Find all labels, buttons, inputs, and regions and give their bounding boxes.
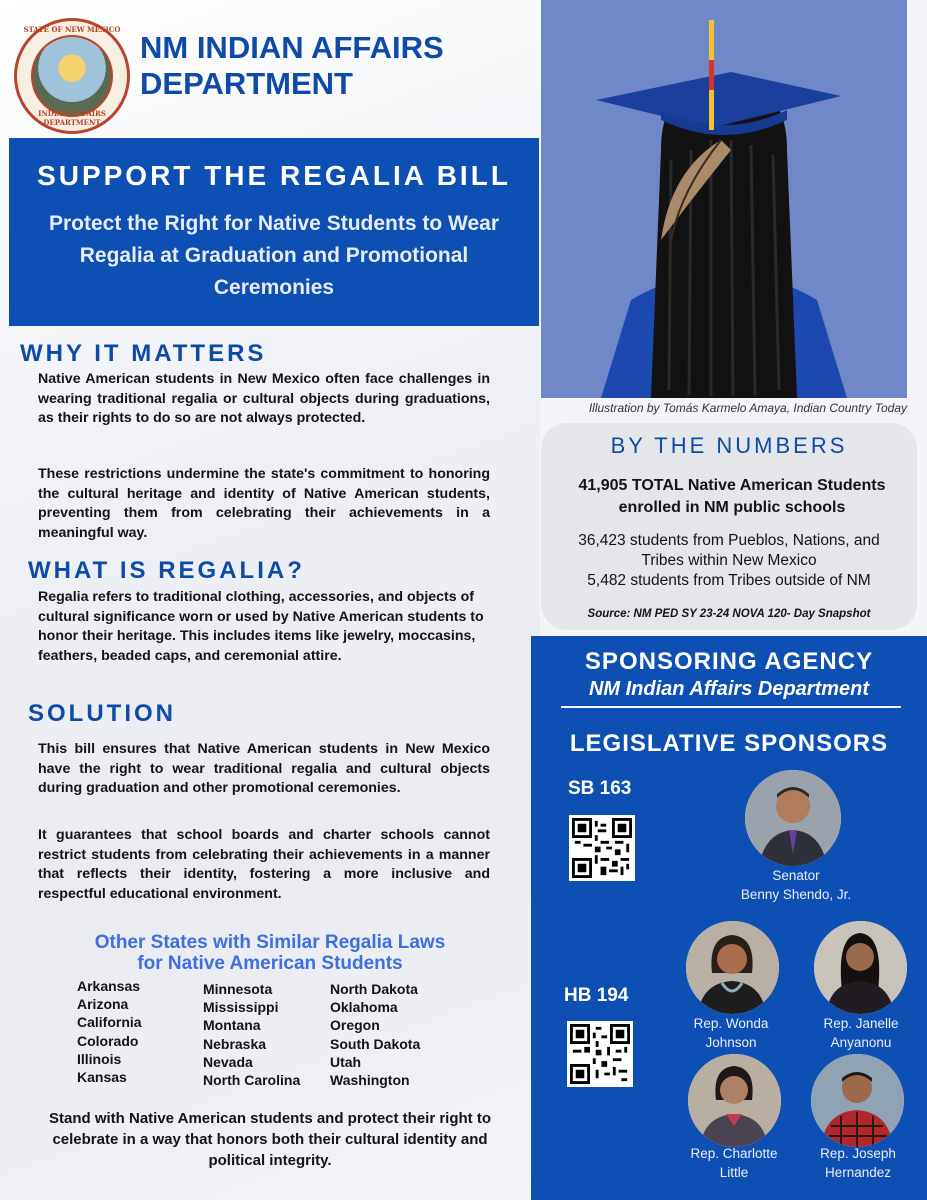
breakdown-line3: 5,482 students from Tribes outside of NM — [587, 572, 871, 589]
portrait-icon — [814, 921, 907, 1014]
state-item: Colorado — [77, 1032, 139, 1049]
department-title — [140, 30, 500, 102]
department-seal-logo — [14, 18, 130, 134]
portrait-icon — [686, 921, 779, 1014]
qr-code-icon — [572, 818, 632, 878]
state-item: California — [77, 1014, 142, 1031]
rep-little-name — [669, 1144, 799, 1182]
other-states-title — [40, 932, 500, 974]
state-item: Montana — [203, 1017, 261, 1034]
hb-194-qr-code[interactable] — [567, 1021, 633, 1087]
states-list-column-1 — [77, 977, 142, 1086]
sponsoring-agency-name: NM Indian Affairs Department — [588, 678, 870, 700]
senator-title: Senator — [772, 868, 820, 883]
state-item: Minnesota — [203, 981, 273, 997]
legislative-sponsors-heading: LEGISLATIVE SPONSORS — [569, 730, 889, 757]
total-students-stat — [553, 475, 911, 519]
why-it-matters-heading: WHY IT MATTERS — [20, 340, 267, 367]
sponsors-panel — [531, 636, 927, 1200]
state-item: Arizona — [77, 996, 129, 1013]
why-it-matters-paragraph-2: These restrictions undermine the state's commitment to honoring the cultural heritage and identity of Native American students, preventing them from celebrating their achievements in a meaningful way. — [38, 466, 490, 541]
state-item: Utah — [330, 1053, 362, 1070]
total-students-line1: 41,905 TOTAL Native American Students — [578, 477, 886, 494]
divider — [561, 706, 901, 708]
seal-emblem — [31, 35, 113, 117]
portrait-icon — [745, 770, 841, 866]
by-the-numbers-box — [541, 423, 917, 630]
state-item: North Dakota — [330, 981, 418, 997]
state-item: Arkansas — [77, 978, 141, 994]
state-item: South Dakota — [330, 1035, 421, 1052]
states-list-column-3 — [330, 980, 420, 1089]
rep-anyanonu-photo — [814, 921, 907, 1014]
rep-little-photo — [688, 1054, 781, 1147]
seal-ring-text-bottom: INDIAN AFFAIRS DEPARTMENT — [38, 109, 106, 127]
seal-ring-text-top: STATE OF NEW MEXICO — [23, 25, 121, 34]
data-source: Source: NM PED SY 23-24 NOVA 120- Day Snapshot — [587, 608, 871, 620]
rep-little-name-line1: Rep. Charlotte — [690, 1146, 778, 1161]
department-title-line1: NM INDIAN AFFAIRS — [140, 30, 444, 65]
rep-johnson-name — [671, 1014, 791, 1052]
state-item: Nebraska — [203, 1035, 267, 1052]
other-states-title-line1: Other States with Similar Regalia Laws — [94, 932, 446, 953]
sponsoring-agency-heading: SPONSORING AGENCY — [584, 648, 874, 675]
graduate-illustration-image — [541, 0, 907, 398]
hb-194-label: HB 194 — [564, 985, 629, 1006]
breakdown-line1: 36,423 students from Pueblos, Nations, and — [578, 532, 880, 549]
banner-title: SUPPORT THE REGALIA BILL — [37, 160, 511, 191]
rep-anyanonu-name-line2: Anyanonu — [830, 1035, 892, 1050]
senator-name: Benny Shendo, Jr. — [740, 887, 852, 902]
solution-paragraph-1: This bill ensures that Native American students in New Mexico have the right to wear traditional regalia and cultural objects during graduation and other promotional ceremonies. — [38, 741, 490, 796]
solution-heading: SOLUTION — [28, 700, 176, 727]
department-title-line2: DEPARTMENT — [140, 66, 353, 101]
rep-johnson-name-line1: Rep. Wonda — [693, 1016, 769, 1031]
what-is-regalia-paragraph: Regalia refers to traditional clothing, accessories, and objects of cultural significance worn or used by Native American students to honor their heritage. This includes items like jewelry, moccasins, feathers, beaded caps, and ceremonial attire. — [38, 589, 484, 664]
rep-johnson-photo — [686, 921, 779, 1014]
rep-anyanonu-name — [801, 1014, 921, 1052]
what-is-regalia-heading: WHAT IS REGALIA? — [28, 557, 305, 584]
banner-subtitle: Protect the Right for Native Students to Wear Regalia at Graduation and Promotional Ceremonies — [49, 212, 499, 299]
state-item: Kansas — [77, 1069, 127, 1086]
why-it-matters-paragraph-1: Native American students in New Mexico often face challenges in wearing traditional regalia or cultural objects during graduations, as their rights to do so are not always protected. — [38, 371, 490, 426]
sb-163-qr-code[interactable] — [569, 815, 635, 881]
closing-statement: Stand with Native American students and protect their right to celebrate in a way that honors both their cultural identity and political integrity. — [49, 1110, 491, 1169]
state-item: Oregon — [330, 1017, 380, 1034]
rep-hernandez-name-line2: Hernandez — [824, 1165, 892, 1180]
state-item: Washington — [330, 1072, 410, 1089]
rep-hernandez-name — [798, 1144, 918, 1182]
illustration-caption: Illustration by Tomás Karmelo Amaya, Indian Country Today — [588, 401, 907, 415]
total-students-line2: enrolled in NM public schools — [618, 499, 846, 516]
by-the-numbers-heading: BY THE NUMBERS — [610, 433, 848, 458]
rep-little-name-line2: Little — [719, 1165, 749, 1180]
portrait-icon — [688, 1054, 781, 1147]
state-item: North Carolina — [203, 1072, 301, 1089]
headline-banner — [9, 138, 539, 326]
states-list-column-2 — [203, 980, 300, 1089]
portrait-icon — [811, 1054, 904, 1147]
state-item: Illinois — [77, 1050, 122, 1067]
rep-hernandez-photo — [811, 1054, 904, 1147]
state-item: Oklahoma — [330, 999, 398, 1016]
senator-shendo-name — [711, 866, 881, 904]
student-breakdown-stat — [547, 531, 911, 591]
qr-code-icon — [570, 1024, 630, 1084]
graduate-illustration — [541, 0, 907, 398]
other-states-title-line2: for Native American Students — [137, 953, 403, 974]
rep-anyanonu-name-line1: Rep. Janelle — [823, 1016, 899, 1031]
rep-hernandez-name-line1: Rep. Joseph — [820, 1146, 896, 1161]
sb-163-label: SB 163 — [568, 778, 632, 799]
breakdown-line2: Tribes within New Mexico — [641, 552, 817, 569]
senator-shendo-photo — [745, 770, 841, 866]
rep-johnson-name-line2: Johnson — [705, 1035, 757, 1050]
state-item: Mississippi — [203, 999, 279, 1016]
state-item: Nevada — [203, 1053, 253, 1070]
solution-paragraph-2: It guarantees that school boards and charter schools cannot restrict students from celebrating their achievements in a manner that reflects their identity, fostering a more inclusive and respectful educational environment. — [38, 827, 490, 902]
